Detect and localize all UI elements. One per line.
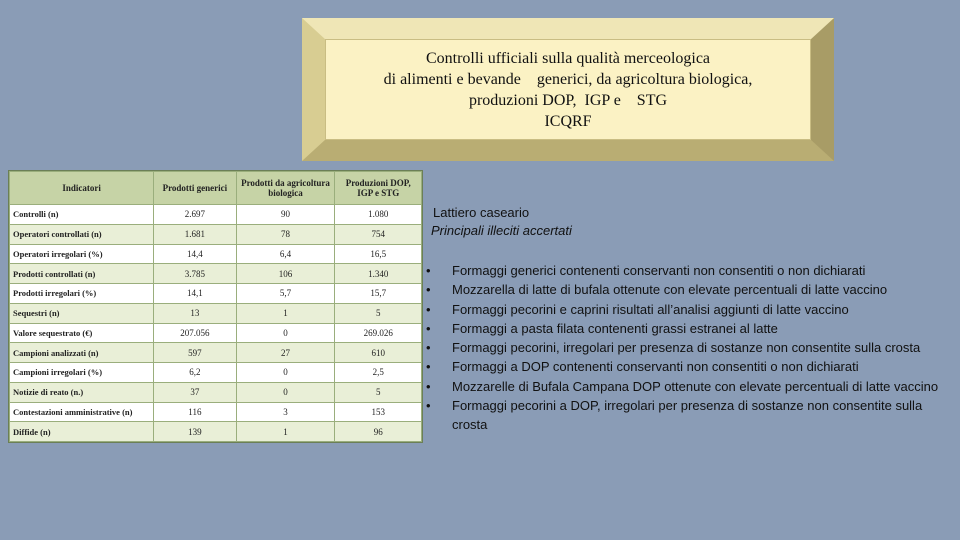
dop-cell: 5 xyxy=(335,303,422,323)
list-item xyxy=(424,300,954,319)
list-item xyxy=(424,261,954,280)
title-line: produzioni DOP, IGP e STG xyxy=(468,91,668,109)
section-heading xyxy=(431,204,572,240)
indicator-cell: Contestazioni amministrative (n) xyxy=(10,402,154,422)
bullet-icon: • xyxy=(426,378,431,394)
table-row xyxy=(10,363,422,383)
table-row xyxy=(10,422,422,442)
biologica-cell: 0 xyxy=(236,382,335,402)
table-row xyxy=(10,264,422,284)
table-row xyxy=(10,343,422,363)
violations-list xyxy=(424,261,954,435)
list-item xyxy=(424,377,954,396)
table-row xyxy=(10,244,422,264)
list-item-text: Formaggi pecorini, irregolari per presenza di sostanze non consentite sulla crosta xyxy=(452,340,921,356)
list-item-text: Formaggi generici contenenti conservanti non consentiti o non dichiarati xyxy=(452,263,866,278)
generici-cell: 37 xyxy=(154,382,236,402)
biologica-cell: 0 xyxy=(236,363,335,383)
indicator-cell: Prodotti irregolari (%) xyxy=(10,284,154,304)
indicator-cell: Prodotti controllati (n) xyxy=(10,264,154,284)
bullet-icon: • xyxy=(426,398,431,414)
list-item xyxy=(424,357,954,376)
indicator-cell: Campioni analizzati (n) xyxy=(10,343,154,363)
list-item xyxy=(424,338,954,357)
biologica-cell: 3 xyxy=(236,402,335,422)
header-generici: Prodotti generici xyxy=(154,172,236,205)
controls-table-image xyxy=(8,170,423,443)
dop-cell: 16,5 xyxy=(335,244,422,264)
table-row xyxy=(10,224,422,244)
indicator-cell: Controlli (n) xyxy=(10,205,154,225)
list-item-text: Mozzarelle di Bufala Campana DOP ottenute con elevate percentuali di latte vaccino xyxy=(452,378,939,394)
generici-cell: 207.056 xyxy=(154,323,236,343)
indicator-cell: Valore sequestrato (€) xyxy=(10,323,154,343)
list-item-text: Formaggi pecorini e caprini risultati all’analisi aggiunti di latte vaccino xyxy=(452,301,849,317)
title-box xyxy=(302,18,834,161)
generici-cell: 14,4 xyxy=(154,244,236,264)
biologica-cell: 1 xyxy=(236,303,335,323)
table-row xyxy=(10,382,422,402)
biologica-cell: 106 xyxy=(236,264,335,284)
dop-cell: 2,5 xyxy=(335,363,422,383)
indicator-cell: Notizie di reato (n.) xyxy=(10,382,154,402)
list-item xyxy=(424,280,954,299)
bullet-icon: • xyxy=(426,301,431,317)
biologica-cell: 1 xyxy=(236,422,335,442)
controls-table xyxy=(9,171,422,442)
table-row xyxy=(10,323,422,343)
header-dop: Produzioni DOP, IGP e STG xyxy=(335,172,422,205)
list-item-text: Formaggi a DOP contenenti conservanti non consentiti o non dichiarati xyxy=(452,359,859,375)
bullet-icon: • xyxy=(426,359,431,375)
indicator-cell: Operatori controllati (n) xyxy=(10,224,154,244)
list-item xyxy=(424,319,954,338)
generici-cell: 14,1 xyxy=(154,284,236,304)
dop-cell: 5 xyxy=(335,382,422,402)
generici-cell: 116 xyxy=(154,402,236,422)
dop-cell: 1.340 xyxy=(335,264,422,284)
section-subtitle: Principali illeciti accertati xyxy=(431,223,572,238)
indicator-cell: Campioni irregolari (%) xyxy=(10,363,154,383)
dop-cell: 96 xyxy=(335,422,422,442)
table-body xyxy=(10,205,422,442)
table-row xyxy=(10,205,422,225)
biologica-cell: 27 xyxy=(236,343,335,363)
biologica-cell: 0 xyxy=(236,323,335,343)
bullet-icon: • xyxy=(426,282,431,298)
biologica-cell: 90 xyxy=(236,205,335,225)
header-indicatori: Indicatori xyxy=(10,172,154,205)
indicator-cell: Diffide (n) xyxy=(10,422,154,442)
bullet-icon: • xyxy=(426,263,431,278)
dop-cell: 153 xyxy=(335,402,422,422)
list-item-text: Formaggi a pasta filata contenenti grassi estranei al latte xyxy=(452,320,778,336)
generici-cell: 3.785 xyxy=(154,264,236,284)
bullet-icon: • xyxy=(426,340,431,356)
header-biologica: Prodotti da agricoltura biologica xyxy=(236,172,335,205)
generici-cell: 597 xyxy=(154,343,236,363)
list-item-text: Formaggi pecorini a DOP, irregolari per presenza di sostanze non consentite sulla crosta xyxy=(452,398,923,433)
dop-cell: 754 xyxy=(335,224,422,244)
title-text xyxy=(326,40,810,139)
biologica-cell: 6,4 xyxy=(236,244,335,264)
title-line: di alimenti e bevande generici, da agricoltura biologica, xyxy=(383,70,753,88)
generici-cell: 139 xyxy=(154,422,236,442)
generici-cell: 1.681 xyxy=(154,224,236,244)
indicator-cell: Operatori irregolari (%) xyxy=(10,244,154,264)
biologica-cell: 5,7 xyxy=(236,284,335,304)
table-row xyxy=(10,303,422,323)
dop-cell: 1.080 xyxy=(335,205,422,225)
dop-cell: 269.026 xyxy=(335,323,422,343)
dop-cell: 15,7 xyxy=(335,284,422,304)
title-line: Controlli ufficiali sulla qualità merceologica xyxy=(425,49,711,67)
generici-cell: 6,2 xyxy=(154,363,236,383)
list-item-text: Mozzarella di latte di bufala ottenute con elevate percentuali di latte vaccino xyxy=(452,282,888,298)
indicator-cell: Sequestri (n) xyxy=(10,303,154,323)
bullet-icon: • xyxy=(426,320,431,336)
title-line: ICQRF xyxy=(544,112,592,130)
table-row xyxy=(10,284,422,304)
table-row xyxy=(10,402,422,422)
list-item xyxy=(424,396,954,435)
biologica-cell: 78 xyxy=(236,224,335,244)
generici-cell: 13 xyxy=(154,303,236,323)
section-title: Lattiero caseario xyxy=(433,205,530,220)
table-header-row xyxy=(10,172,422,205)
generici-cell: 2.697 xyxy=(154,205,236,225)
dop-cell: 610 xyxy=(335,343,422,363)
